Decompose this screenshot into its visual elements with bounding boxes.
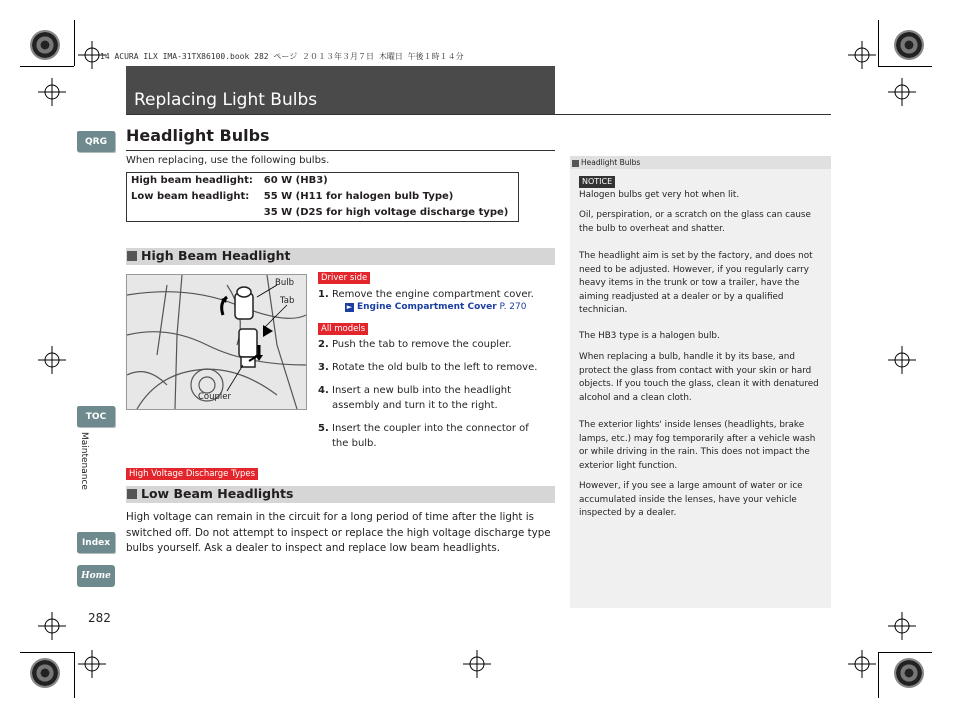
step-item bbox=[318, 337, 550, 352]
notice-badge: NOTICE bbox=[579, 176, 615, 188]
notes-header bbox=[570, 156, 831, 169]
notes-header-title: Headlight Bulbs bbox=[581, 158, 641, 167]
qrg-button[interactable]: QRG bbox=[77, 131, 115, 152]
all-models-tag: All models bbox=[318, 323, 368, 335]
title-divider bbox=[126, 114, 831, 115]
step-number: 3. bbox=[318, 362, 329, 373]
step-item bbox=[318, 421, 550, 451]
headlight-illustration bbox=[126, 274, 307, 410]
note-paragraph: The headlight aim is set by the factory, and does not need to be adjusted. However, if you regularly carry heavy items in the trunk or tow a trailer, have the aiming readjusted at a dealer or by a qualified technician. bbox=[579, 251, 813, 315]
table-cell-value: 60 W (HB3) bbox=[263, 175, 328, 186]
note-paragraph: When replacing a bulb, handle it by its base, and protect the glass from contact with your skin or hard objects. If you touch the glass, clean it with denatured alcohol and a clean cloth. bbox=[579, 352, 819, 403]
table-cell-label: High beam headlight: bbox=[131, 175, 253, 186]
table-row bbox=[127, 189, 519, 205]
step-item bbox=[318, 383, 550, 413]
note-paragraph: The HB3 type is a halogen bulb. bbox=[579, 331, 720, 341]
section-divider bbox=[126, 150, 555, 151]
tab-label: Tab bbox=[280, 296, 295, 306]
step-text: Rotate the old bulb to the left to remove. bbox=[331, 362, 538, 373]
table-cell-label bbox=[127, 205, 260, 222]
xref-page: P. 270 bbox=[499, 302, 527, 312]
note-paragraph: The exterior lights' inside lenses (headlights, brake lamps, etc.) may fog temporarily after a vehicle wash or while driving in the rain. This does not impact the exterior light function. bbox=[579, 420, 816, 471]
cross-reference-icon: ► bbox=[346, 303, 353, 311]
hv-discharge-tag: High Voltage Discharge Types bbox=[126, 468, 258, 480]
table-cell-value: 35 W (D2S for high voltage discharge type) bbox=[263, 207, 509, 218]
table-row bbox=[127, 205, 519, 222]
high-beam-heading-bar bbox=[126, 248, 555, 265]
note-paragraph: Halogen bulbs get very hot when lit. bbox=[579, 190, 740, 200]
table-cell-value: 55 W (H11 for halogen bulb Type) bbox=[263, 191, 454, 202]
low-beam-body: High voltage can remain in the circuit for a long period of time after the light is switched off. Do not attempt to inspect or replace the high voltage discharge type bulbs yourself. Ask a dealer to inspect and replace low beam headlights. bbox=[126, 511, 551, 554]
intro-text: When replacing, use the following bulbs. bbox=[126, 155, 330, 166]
print-header: 14 ACURA ILX IMA-31TX86100.book 282 ページ ２０１３年３月７日 木曜日 午後１時１４分 bbox=[100, 52, 464, 61]
low-beam-heading-bar bbox=[126, 486, 555, 503]
step-number: 1. bbox=[318, 289, 329, 300]
square-bullet-icon bbox=[127, 489, 137, 499]
high-beam-heading: High Beam Headlight bbox=[141, 248, 291, 263]
step-text: Insert a new bulb into the headlight assembly and turn it to the right. bbox=[332, 385, 512, 411]
section-title: Headlight Bulbs bbox=[126, 126, 270, 145]
xref-title: Engine Compartment Cover bbox=[357, 302, 497, 312]
square-bullet-icon bbox=[127, 251, 137, 261]
index-button[interactable]: Index bbox=[77, 532, 115, 553]
step-number: 5. bbox=[318, 423, 329, 434]
bulb-label: Bulb bbox=[275, 278, 294, 288]
page-number: 282 bbox=[88, 611, 111, 625]
step-item bbox=[318, 360, 550, 375]
chapter-label: Maintenance bbox=[79, 432, 89, 490]
toc-button[interactable]: TOC bbox=[77, 406, 115, 427]
step-text: Push the tab to remove the coupler. bbox=[331, 339, 512, 350]
note-paragraph: However, if you see a large amount of water or ice accumulated inside the lenses, have your vehicle inspected by a dealer. bbox=[579, 481, 803, 518]
driver-side-tag: Driver side bbox=[318, 272, 370, 284]
engine-cover-link[interactable] bbox=[345, 302, 526, 312]
bulb-spec-table bbox=[126, 172, 519, 222]
note-paragraph: Oil, perspiration, or a scratch on the glass can cause the bulb to overheat and shatter. bbox=[579, 210, 811, 234]
step-number: 4. bbox=[318, 385, 329, 396]
table-row bbox=[127, 173, 519, 190]
page-title-bar bbox=[126, 66, 555, 114]
step-number: 2. bbox=[318, 339, 329, 350]
low-beam-heading: Low Beam Headlights bbox=[141, 486, 294, 501]
note-marker-icon bbox=[572, 160, 579, 167]
step-item bbox=[318, 287, 550, 302]
table-cell-label: Low beam headlight: bbox=[131, 191, 250, 202]
home-button[interactable]: Home bbox=[77, 565, 115, 587]
page-title: Replacing Light Bulbs bbox=[134, 90, 318, 110]
coupler-label: Coupler bbox=[198, 392, 232, 402]
step-text: Insert the coupler into the connector of the bulb. bbox=[332, 423, 529, 449]
step-text: Remove the engine compartment cover. bbox=[331, 289, 534, 300]
